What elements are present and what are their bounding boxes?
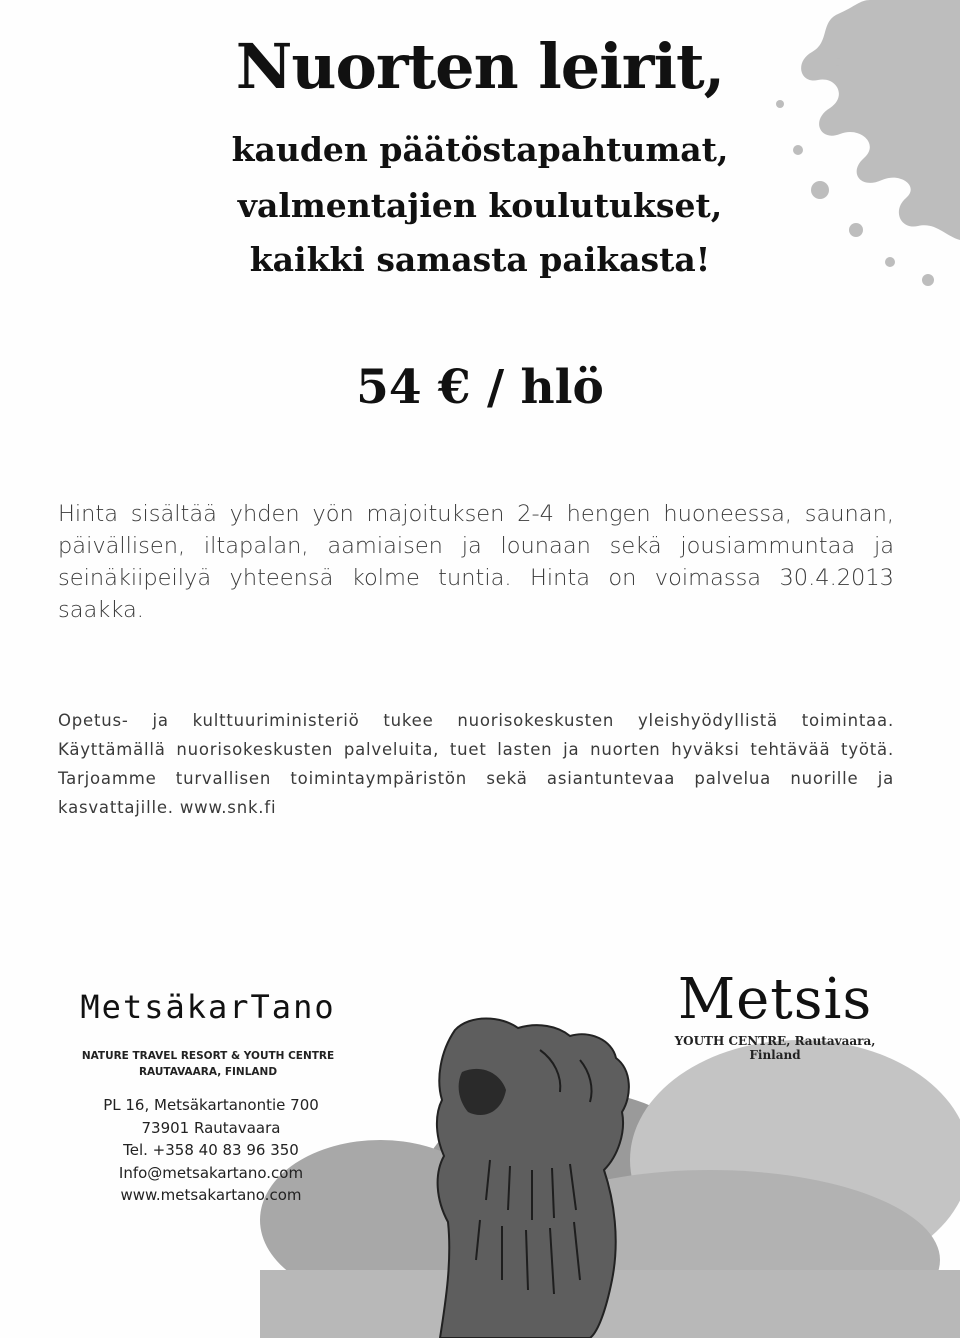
contact-email: Info@metsakartano.com (118, 1163, 304, 1182)
price: 54 € / hlö (356, 360, 604, 415)
main-title: Nuorten leirit, (235, 30, 725, 103)
contact-phone: Tel. +358 40 83 96 350 (123, 1141, 299, 1159)
metsakartano-brand: MetsäkarTano (80, 988, 336, 1026)
subtitle-line-3: kaikki samasta paikasta! (249, 240, 711, 279)
metsakartano-logo (58, 988, 358, 1080)
price-details-paragraph: Hinta sisältää yhden yön majoituksen 2-4 hengen huoneessa, saunan, päivällisen, iltapalan, aamiaisen ja lounaan sekä jousiammuntaa ja seinäkiipeilyä yhteensä kolme tuntia. Hinta on voimassa 30.4.2013 saakka. (58, 501, 894, 623)
ministry-info-paragraph: Opetus- ja kulttuuriministeriö tukee nuorisokeskusten yleishyödyllistä toimintaa. Käyttämällä nuorisokeskusten palveluita, tuet lasten ja nuorten hyväksi tehtävää työtä. Tarjoamme turvallisen toimintaympäristön sekä asiantuntevaa palvelua nuorille ja kasvattajille. www.snk.fi (58, 711, 894, 817)
metsis-tagline: YOUTH CENTRE, Rautavaara, Finland (674, 1034, 876, 1062)
metsis-brand: Metsis (677, 967, 873, 1032)
contact-address: PL 16, Metsäkartanontie 700 (103, 1096, 319, 1114)
contact-postal: 73901 Rautavaara (141, 1118, 281, 1137)
metsis-logo (652, 968, 898, 1062)
metsakartano-tagline (58, 1048, 358, 1080)
subtitle-line-1: kauden päätöstapahtumat, (231, 130, 729, 169)
metsakartano-tagline-1: NATURE TRAVEL RESORT & YOUTH CENTRE (81, 1050, 335, 1062)
metsakartano-tagline-2: RAUTAVAARA, FINLAND (138, 1066, 278, 1078)
contact-website: www.metsakartano.com (120, 1186, 302, 1204)
subtitle-line-2: valmentajien koulutukset, (237, 186, 723, 225)
contact-info (82, 1094, 340, 1207)
